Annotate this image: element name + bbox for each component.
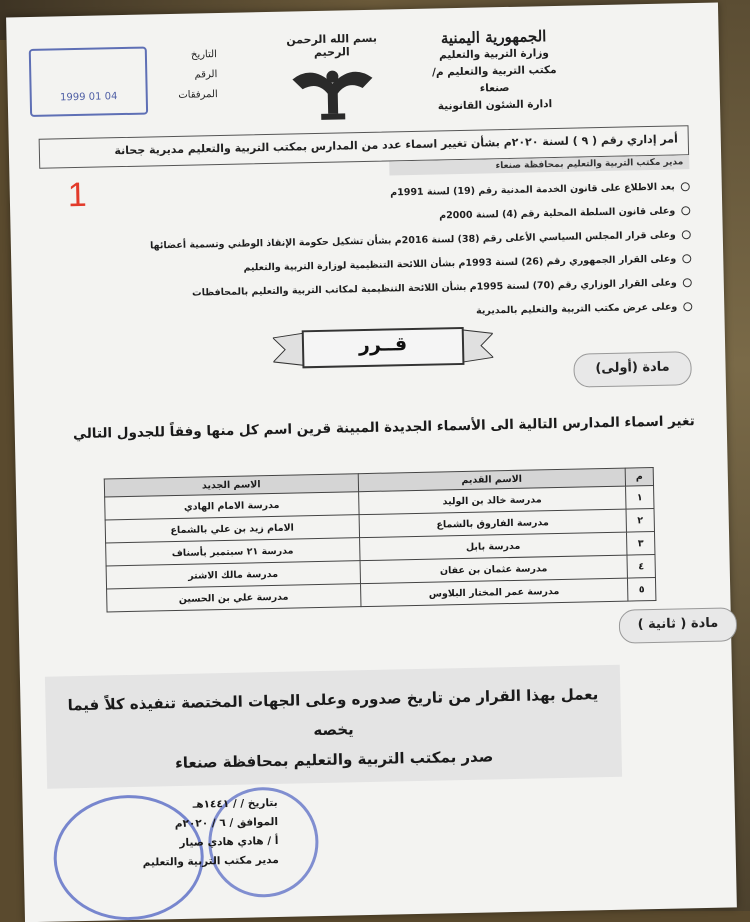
header-old-name: الاسم القديم xyxy=(358,468,626,492)
attachments-label: المرفقات xyxy=(178,89,218,101)
row-number: ٥ xyxy=(627,577,655,601)
preamble-item: وعلى عرض مكتب التربية والتعليم بالمديرية xyxy=(82,295,692,332)
signature-block xyxy=(57,794,279,875)
decree-word: قــرر xyxy=(358,333,408,357)
republic-name: الجمهورية اليمنية xyxy=(440,27,547,48)
signatory-title: مدير مكتب التربية والتعليم xyxy=(142,853,279,869)
ministry-name: وزارة التربية والتعليم xyxy=(438,47,549,62)
row-number: ٣ xyxy=(626,531,654,555)
old-name-cell: مدرسة خالد بن الوليد xyxy=(358,486,626,515)
new-name-cell: مدرسة الامام الهادي xyxy=(105,492,359,520)
bullet-icon xyxy=(681,182,690,191)
date-label: التاريخ xyxy=(190,49,218,61)
signatory-name: أ / هادي هادي صيار xyxy=(179,834,279,850)
decree-banner xyxy=(273,325,494,370)
preamble-item: وعلى قانون السلطة المحلية رقم (4) لسنة 2000م xyxy=(80,199,690,236)
preamble-list xyxy=(80,175,693,332)
signature-date-gregorian: الموافق / ٦ / ٢٠٢٠م xyxy=(174,815,279,831)
department-name: ادارة الشئون القانونية xyxy=(437,98,553,113)
new-name-cell: مدرسة علي بن الحسين xyxy=(107,584,361,612)
bullet-icon xyxy=(682,230,691,239)
bullet-icon xyxy=(683,302,692,311)
received-stamp xyxy=(29,47,148,117)
bullet-icon xyxy=(681,206,690,215)
schools-table xyxy=(104,467,657,612)
preamble-item: وعلى القرار الوزاري رقم (70) لسنة 1995م بشأن اللائحة التنظيمية لمكاتب التربية والتعليم بالمحافظات xyxy=(82,271,692,308)
old-name-cell: مدرسة عمر المختار البلاوس xyxy=(360,578,628,607)
new-name-cell: مدرسة ٢١ سبتمبر بأسناف xyxy=(106,538,360,566)
signature-date-hijri: بتاريخ / / ١٤٤١هـ xyxy=(192,796,278,811)
old-name-cell: مدرسة الفاروق بالشماع xyxy=(359,509,627,538)
document-page xyxy=(6,3,737,922)
final-line-2: صدر بمكتب التربية والتعليم بمحافظة صنعاء xyxy=(174,747,494,773)
article-one-label: مادة (أولى) xyxy=(573,351,692,387)
number-label: الرقم xyxy=(194,69,218,81)
header-new-name: الاسم الجديد xyxy=(104,474,358,497)
old-name-cell: مدرسة بابل xyxy=(359,532,627,561)
preamble-heading: مدير مكتب التربية والتعليم بمحافظة صنعاء xyxy=(389,155,689,175)
eagle-emblem-icon xyxy=(282,58,383,130)
office-name: مكتب التربية والتعليم م/صنعاء xyxy=(431,63,557,95)
final-line-1: يعمل بهذا القرار من تاريخ صدوره وعلى الجهات المختصة تنفيذه كلاً فيما يخصه xyxy=(67,685,599,740)
order-title: أمر إداري رقم ( ٩ ) لسنة ٢٠٢٠م بشأن تغيير اسماء عدد من المدارس بمكتب التربية والتعليم مديرية جحانة xyxy=(39,125,689,169)
article-one-text: تغير اسماء المدارس التالية الى الأسماء الجديدة المبينة قرين اسم كل منها وفقاً للجدول التالي xyxy=(72,413,695,443)
bullet-icon xyxy=(683,278,692,287)
row-number: ٢ xyxy=(626,508,654,532)
article-two-text xyxy=(45,665,622,789)
basmala-text: بسم الله الرحمن الرحيم xyxy=(286,31,378,60)
national-emblem xyxy=(281,32,383,124)
letterhead xyxy=(418,28,570,116)
article-two-label: مادة ( ثانية ) xyxy=(619,607,738,643)
row-number: ٤ xyxy=(627,554,655,578)
new-name-cell: مدرسة مالك الاشتر xyxy=(106,561,360,589)
header-number: م xyxy=(625,468,653,487)
row-number: ١ xyxy=(626,485,654,509)
annotation-number: 1 xyxy=(67,175,88,215)
preamble-item: وعلى القرار الجمهوري رقم (26) لسنة 1993م بشأن اللائحة التنظيمية لوزارة التربية والتعليم xyxy=(81,247,691,284)
stamp-date: 04 01 1999 xyxy=(60,91,118,104)
preamble-item: بعد الاطلاع على قانون الخدمة المدنية رقم (19) لسنة 1991م xyxy=(80,175,690,212)
document-meta xyxy=(137,45,218,107)
old-name-cell: مدرسة عثمان بن عفان xyxy=(360,555,628,584)
new-name-cell: الامام زيد بن علي بالشماع xyxy=(105,515,359,543)
preamble-item: وعلى قرار المجلس السياسي الأعلى رقم (38) لسنة 2016م بشأن تشكيل حكومة الإنقاذ الوطني وتسمية أعضائها xyxy=(81,223,691,260)
bullet-icon xyxy=(682,254,691,263)
